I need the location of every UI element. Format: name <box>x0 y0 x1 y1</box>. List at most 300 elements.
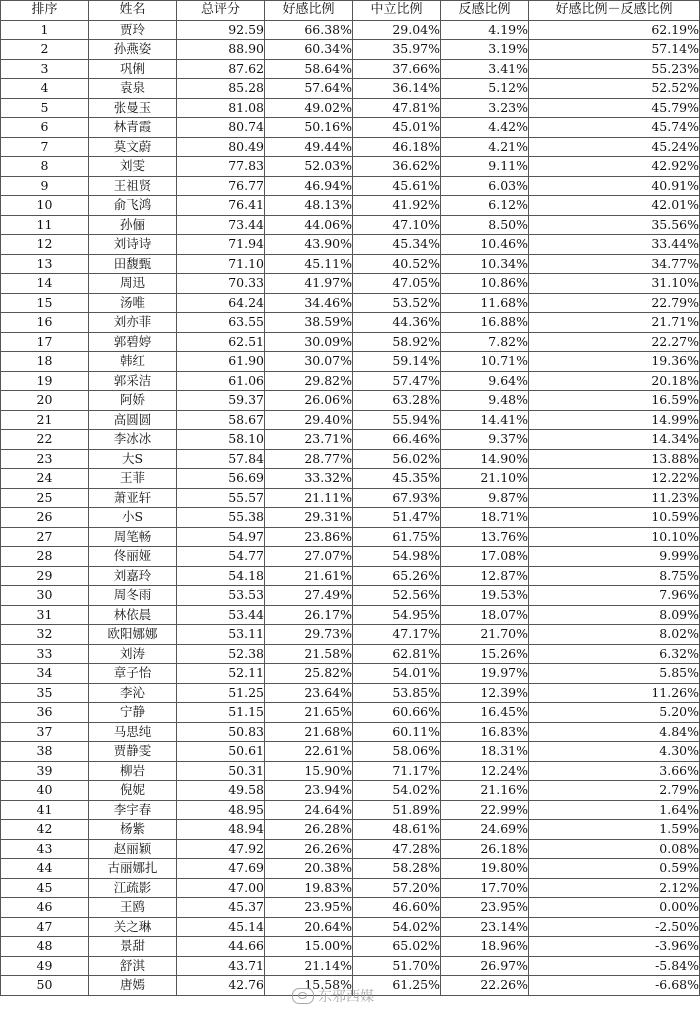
table-row <box>1 800 700 820</box>
table-row <box>1 196 700 216</box>
cell-favorable: 29.40% <box>265 410 353 430</box>
cell-neutral: 44.36% <box>353 313 441 333</box>
cell-name: 马思纯 <box>89 722 177 742</box>
cell-favorable: 41.97% <box>265 274 353 294</box>
cell-rank: 2 <box>1 40 89 60</box>
table-row <box>1 722 700 742</box>
cell-unfavorable: 10.34% <box>441 254 529 274</box>
cell-total-score: 61.06 <box>177 371 265 391</box>
cell-total-score: 61.90 <box>177 352 265 372</box>
cell-rank: 29 <box>1 566 89 586</box>
cell-favorable: 23.95% <box>265 898 353 918</box>
table-row <box>1 839 700 859</box>
cell-favorable: 26.26% <box>265 839 353 859</box>
cell-net-favorable: -5.84% <box>529 956 700 976</box>
cell-total-score: 85.28 <box>177 79 265 99</box>
cell-total-score: 70.33 <box>177 274 265 294</box>
cell-rank: 1 <box>1 20 89 40</box>
cell-rank: 40 <box>1 781 89 801</box>
cell-favorable: 27.07% <box>265 547 353 567</box>
cell-rank: 41 <box>1 800 89 820</box>
cell-rank: 7 <box>1 137 89 157</box>
cell-favorable: 26.28% <box>265 820 353 840</box>
cell-rank: 19 <box>1 371 89 391</box>
cell-rank: 31 <box>1 605 89 625</box>
cell-name: 大S <box>89 449 177 469</box>
table-row <box>1 410 700 430</box>
cell-net-favorable: 55.23% <box>529 59 700 79</box>
cell-total-score: 49.58 <box>177 781 265 801</box>
cell-total-score: 47.92 <box>177 839 265 859</box>
cell-total-score: 63.55 <box>177 313 265 333</box>
cell-unfavorable: 5.12% <box>441 79 529 99</box>
cell-net-favorable: -3.96% <box>529 937 700 957</box>
cell-name: 杨紫 <box>89 820 177 840</box>
cell-net-favorable: 5.85% <box>529 664 700 684</box>
cell-net-favorable: 4.30% <box>529 742 700 762</box>
cell-unfavorable: 10.71% <box>441 352 529 372</box>
cell-neutral: 47.81% <box>353 98 441 118</box>
cell-name: 欧阳娜娜 <box>89 625 177 645</box>
cell-favorable: 21.65% <box>265 703 353 723</box>
cell-name: 阿娇 <box>89 391 177 411</box>
cell-neutral: 29.04% <box>353 20 441 40</box>
table-row <box>1 274 700 294</box>
cell-unfavorable: 18.07% <box>441 605 529 625</box>
cell-name: 刘亦菲 <box>89 313 177 333</box>
cell-name: 柳岩 <box>89 761 177 781</box>
cell-unfavorable: 14.90% <box>441 449 529 469</box>
cell-net-favorable: 52.52% <box>529 79 700 99</box>
table-row <box>1 118 700 138</box>
cell-neutral: 45.35% <box>353 469 441 489</box>
cell-name: 郭采洁 <box>89 371 177 391</box>
cell-net-favorable: 45.74% <box>529 118 700 138</box>
table-row <box>1 820 700 840</box>
cell-rank: 9 <box>1 176 89 196</box>
cell-total-score: 62.51 <box>177 332 265 352</box>
cell-total-score: 50.83 <box>177 722 265 742</box>
cell-net-favorable: 11.26% <box>529 683 700 703</box>
cell-unfavorable: 22.99% <box>441 800 529 820</box>
cell-favorable: 29.73% <box>265 625 353 645</box>
cell-favorable: 15.00% <box>265 937 353 957</box>
cell-name: 江疏影 <box>89 878 177 898</box>
cell-total-score: 50.31 <box>177 761 265 781</box>
table-row <box>1 976 700 996</box>
cell-net-favorable: 1.64% <box>529 800 700 820</box>
cell-unfavorable: 16.88% <box>441 313 529 333</box>
cell-rank: 18 <box>1 352 89 372</box>
cell-net-favorable: 42.01% <box>529 196 700 216</box>
cell-name: 林青霞 <box>89 118 177 138</box>
cell-unfavorable: 12.87% <box>441 566 529 586</box>
cell-rank: 47 <box>1 917 89 937</box>
cell-total-score: 53.53 <box>177 586 265 606</box>
cell-favorable: 29.82% <box>265 371 353 391</box>
cell-net-favorable: 16.59% <box>529 391 700 411</box>
cell-unfavorable: 22.26% <box>441 976 529 996</box>
cell-net-favorable: 20.18% <box>529 371 700 391</box>
cell-rank: 3 <box>1 59 89 79</box>
cell-name: 高圆圆 <box>89 410 177 430</box>
cell-net-favorable: 0.59% <box>529 859 700 879</box>
cell-favorable: 26.17% <box>265 605 353 625</box>
cell-neutral: 60.66% <box>353 703 441 723</box>
cell-rank: 38 <box>1 742 89 762</box>
cell-favorable: 43.90% <box>265 235 353 255</box>
table-row <box>1 527 700 547</box>
cell-name: 贾玲 <box>89 20 177 40</box>
table-row <box>1 176 700 196</box>
cell-total-score: 52.11 <box>177 664 265 684</box>
cell-net-favorable: 14.34% <box>529 430 700 450</box>
cell-neutral: 54.02% <box>353 781 441 801</box>
cell-neutral: 48.61% <box>353 820 441 840</box>
cell-favorable: 66.38% <box>265 20 353 40</box>
cell-name: 汤唯 <box>89 293 177 313</box>
cell-favorable: 30.07% <box>265 352 353 372</box>
cell-unfavorable: 18.71% <box>441 508 529 528</box>
cell-net-favorable: 13.88% <box>529 449 700 469</box>
cell-net-favorable: 40.91% <box>529 176 700 196</box>
cell-favorable: 58.64% <box>265 59 353 79</box>
cell-net-favorable: 2.79% <box>529 781 700 801</box>
table-row <box>1 625 700 645</box>
cell-neutral: 51.47% <box>353 508 441 528</box>
cell-favorable: 22.61% <box>265 742 353 762</box>
cell-unfavorable: 17.08% <box>441 547 529 567</box>
cell-neutral: 71.17% <box>353 761 441 781</box>
cell-net-favorable: 11.23% <box>529 488 700 508</box>
cell-name: 贾静雯 <box>89 742 177 762</box>
cell-favorable: 50.16% <box>265 118 353 138</box>
cell-name: 刘嘉玲 <box>89 566 177 586</box>
cell-neutral: 58.28% <box>353 859 441 879</box>
cell-favorable: 19.83% <box>265 878 353 898</box>
cell-total-score: 71.10 <box>177 254 265 274</box>
cell-favorable: 49.44% <box>265 137 353 157</box>
table-row <box>1 742 700 762</box>
cell-total-score: 76.77 <box>177 176 265 196</box>
cell-unfavorable: 3.23% <box>441 98 529 118</box>
cell-unfavorable: 12.39% <box>441 683 529 703</box>
cell-net-favorable: 4.84% <box>529 722 700 742</box>
cell-name: 刘雯 <box>89 157 177 177</box>
cell-neutral: 55.94% <box>353 410 441 430</box>
table-row <box>1 488 700 508</box>
cell-favorable: 23.86% <box>265 527 353 547</box>
cell-favorable: 21.68% <box>265 722 353 742</box>
cell-net-favorable: 42.92% <box>529 157 700 177</box>
cell-name: 王菲 <box>89 469 177 489</box>
table-body <box>1 20 700 995</box>
cell-rank: 39 <box>1 761 89 781</box>
cell-neutral: 56.02% <box>353 449 441 469</box>
cell-rank: 21 <box>1 410 89 430</box>
table-row <box>1 586 700 606</box>
cell-favorable: 28.77% <box>265 449 353 469</box>
cell-unfavorable: 4.21% <box>441 137 529 157</box>
cell-neutral: 58.92% <box>353 332 441 352</box>
cell-total-score: 54.77 <box>177 547 265 567</box>
table-row <box>1 683 700 703</box>
cell-total-score: 56.69 <box>177 469 265 489</box>
cell-total-score: 76.41 <box>177 196 265 216</box>
cell-unfavorable: 10.46% <box>441 235 529 255</box>
table-row <box>1 644 700 664</box>
cell-favorable: 23.94% <box>265 781 353 801</box>
watermark-text: 东邪西媒 <box>318 989 374 1005</box>
table-header <box>1 1 700 21</box>
cell-total-score: 55.57 <box>177 488 265 508</box>
cell-rank: 44 <box>1 859 89 879</box>
cell-neutral: 54.95% <box>353 605 441 625</box>
cell-neutral: 37.66% <box>353 59 441 79</box>
cell-name: 周冬雨 <box>89 586 177 606</box>
cell-name: 袁泉 <box>89 79 177 99</box>
cell-neutral: 60.11% <box>353 722 441 742</box>
cell-neutral: 65.26% <box>353 566 441 586</box>
table-row <box>1 917 700 937</box>
cell-name: 佟丽娅 <box>89 547 177 567</box>
cell-total-score: 77.83 <box>177 157 265 177</box>
cell-total-score: 51.25 <box>177 683 265 703</box>
cell-name: 周迅 <box>89 274 177 294</box>
cell-neutral: 46.60% <box>353 898 441 918</box>
cell-name: 章子怡 <box>89 664 177 684</box>
cell-net-favorable: 8.75% <box>529 566 700 586</box>
cell-unfavorable: 6.12% <box>441 196 529 216</box>
cell-unfavorable: 14.41% <box>441 410 529 430</box>
header-favorable: 好感比例 <box>265 1 353 21</box>
cell-unfavorable: 21.10% <box>441 469 529 489</box>
cell-favorable: 23.71% <box>265 430 353 450</box>
cell-unfavorable: 24.69% <box>441 820 529 840</box>
cell-net-favorable: 12.22% <box>529 469 700 489</box>
table-row <box>1 761 700 781</box>
header-name: 姓名 <box>89 1 177 21</box>
cell-rank: 20 <box>1 391 89 411</box>
cell-unfavorable: 10.86% <box>441 274 529 294</box>
cell-unfavorable: 17.70% <box>441 878 529 898</box>
table-row <box>1 137 700 157</box>
cell-neutral: 54.02% <box>353 917 441 937</box>
cell-name: 王祖贤 <box>89 176 177 196</box>
cell-total-score: 50.61 <box>177 742 265 762</box>
cell-favorable: 24.64% <box>265 800 353 820</box>
cell-neutral: 41.92% <box>353 196 441 216</box>
header-rank: 排序 <box>1 1 89 21</box>
cell-favorable: 60.34% <box>265 40 353 60</box>
table-row <box>1 235 700 255</box>
cell-net-favorable: 34.77% <box>529 254 700 274</box>
cell-neutral: 65.02% <box>353 937 441 957</box>
cell-net-favorable: 8.02% <box>529 625 700 645</box>
cell-name: 舒淇 <box>89 956 177 976</box>
cell-neutral: 53.52% <box>353 293 441 313</box>
cell-total-score: 53.11 <box>177 625 265 645</box>
cell-net-favorable: 8.09% <box>529 605 700 625</box>
cell-rank: 11 <box>1 215 89 235</box>
cell-total-score: 59.37 <box>177 391 265 411</box>
cell-unfavorable: 9.64% <box>441 371 529 391</box>
cell-net-favorable: 45.79% <box>529 98 700 118</box>
cell-net-favorable: 35.56% <box>529 215 700 235</box>
cell-neutral: 47.17% <box>353 625 441 645</box>
cell-net-favorable: 21.71% <box>529 313 700 333</box>
cell-name: 王鸥 <box>89 898 177 918</box>
cell-rank: 17 <box>1 332 89 352</box>
cell-name: 刘诗诗 <box>89 235 177 255</box>
table-row <box>1 20 700 40</box>
cell-rank: 14 <box>1 274 89 294</box>
cell-total-score: 45.14 <box>177 917 265 937</box>
cell-name: 孙燕姿 <box>89 40 177 60</box>
cell-favorable: 23.64% <box>265 683 353 703</box>
cell-total-score: 87.62 <box>177 59 265 79</box>
cell-rank: 33 <box>1 644 89 664</box>
cell-neutral: 54.01% <box>353 664 441 684</box>
cell-total-score: 88.90 <box>177 40 265 60</box>
cell-net-favorable: 14.99% <box>529 410 700 430</box>
cell-rank: 25 <box>1 488 89 508</box>
cell-name: 宁静 <box>89 703 177 723</box>
cell-name: 林依晨 <box>89 605 177 625</box>
cell-favorable: 49.02% <box>265 98 353 118</box>
cell-rank: 8 <box>1 157 89 177</box>
cell-total-score: 55.38 <box>177 508 265 528</box>
header-total-score: 总评分 <box>177 1 265 21</box>
cell-net-favorable: 10.10% <box>529 527 700 547</box>
cell-neutral: 61.75% <box>353 527 441 547</box>
header-unfavorable: 反感比例 <box>441 1 529 21</box>
cell-net-favorable: 9.99% <box>529 547 700 567</box>
table-row <box>1 59 700 79</box>
cell-favorable: 48.13% <box>265 196 353 216</box>
cell-rank: 4 <box>1 79 89 99</box>
cell-neutral: 47.10% <box>353 215 441 235</box>
cell-total-score: 48.95 <box>177 800 265 820</box>
cell-unfavorable: 8.50% <box>441 215 529 235</box>
cell-total-score: 53.44 <box>177 605 265 625</box>
cell-name: 关之琳 <box>89 917 177 937</box>
cell-rank: 23 <box>1 449 89 469</box>
cell-rank: 28 <box>1 547 89 567</box>
cell-neutral: 61.25% <box>353 976 441 996</box>
cell-net-favorable: -6.68% <box>529 976 700 996</box>
table-row <box>1 547 700 567</box>
cell-total-score: 64.24 <box>177 293 265 313</box>
cell-neutral: 36.14% <box>353 79 441 99</box>
cell-unfavorable: 3.41% <box>441 59 529 79</box>
cell-name: 刘涛 <box>89 644 177 664</box>
cell-total-score: 54.97 <box>177 527 265 547</box>
cell-neutral: 57.20% <box>353 878 441 898</box>
cell-total-score: 48.94 <box>177 820 265 840</box>
cell-total-score: 52.38 <box>177 644 265 664</box>
cell-rank: 34 <box>1 664 89 684</box>
cell-total-score: 42.76 <box>177 976 265 996</box>
cell-total-score: 47.69 <box>177 859 265 879</box>
table-row <box>1 508 700 528</box>
cell-favorable: 21.11% <box>265 488 353 508</box>
cell-total-score: 71.94 <box>177 235 265 255</box>
cell-favorable: 26.06% <box>265 391 353 411</box>
cell-neutral: 45.61% <box>353 176 441 196</box>
cell-favorable: 21.61% <box>265 566 353 586</box>
cell-net-favorable: 6.32% <box>529 644 700 664</box>
table-row <box>1 449 700 469</box>
cell-name: 小S <box>89 508 177 528</box>
cell-neutral: 63.28% <box>353 391 441 411</box>
cell-neutral: 35.97% <box>353 40 441 60</box>
cell-rank: 24 <box>1 469 89 489</box>
cell-neutral: 47.28% <box>353 839 441 859</box>
table-row <box>1 430 700 450</box>
cell-name: 倪妮 <box>89 781 177 801</box>
cell-neutral: 51.89% <box>353 800 441 820</box>
header-net-favorable: 好感比例－反感比例 <box>529 1 700 21</box>
cell-rank: 12 <box>1 235 89 255</box>
cell-name: 巩俐 <box>89 59 177 79</box>
table-row <box>1 469 700 489</box>
cell-rank: 36 <box>1 703 89 723</box>
cell-net-favorable: 7.96% <box>529 586 700 606</box>
cell-rank: 27 <box>1 527 89 547</box>
cell-neutral: 40.52% <box>353 254 441 274</box>
cell-rank: 50 <box>1 976 89 996</box>
cell-name: 俞飞鸿 <box>89 196 177 216</box>
cell-unfavorable: 6.03% <box>441 176 529 196</box>
cell-neutral: 46.18% <box>353 137 441 157</box>
cell-net-favorable: 2.12% <box>529 878 700 898</box>
cell-total-score: 47.00 <box>177 878 265 898</box>
cell-unfavorable: 7.82% <box>441 332 529 352</box>
table-row <box>1 313 700 333</box>
cell-name: 郭碧婷 <box>89 332 177 352</box>
cell-total-score: 80.49 <box>177 137 265 157</box>
table-row <box>1 898 700 918</box>
cell-unfavorable: 4.19% <box>441 20 529 40</box>
cell-rank: 22 <box>1 430 89 450</box>
cell-neutral: 45.34% <box>353 235 441 255</box>
cell-unfavorable: 9.87% <box>441 488 529 508</box>
table-row <box>1 391 700 411</box>
cell-rank: 13 <box>1 254 89 274</box>
table-row <box>1 937 700 957</box>
cell-net-favorable: 45.24% <box>529 137 700 157</box>
cell-unfavorable: 23.14% <box>441 917 529 937</box>
cell-net-favorable: 19.36% <box>529 352 700 372</box>
cell-rank: 10 <box>1 196 89 216</box>
cell-net-favorable: 62.19% <box>529 20 700 40</box>
cell-net-favorable: 33.44% <box>529 235 700 255</box>
cell-neutral: 59.14% <box>353 352 441 372</box>
cell-unfavorable: 16.45% <box>441 703 529 723</box>
cell-rank: 15 <box>1 293 89 313</box>
cell-rank: 45 <box>1 878 89 898</box>
cell-unfavorable: 15.26% <box>441 644 529 664</box>
cell-name: 唐嫣 <box>89 976 177 996</box>
cell-total-score: 45.37 <box>177 898 265 918</box>
cell-neutral: 67.93% <box>353 488 441 508</box>
cell-unfavorable: 21.70% <box>441 625 529 645</box>
cell-name: 古丽娜扎 <box>89 859 177 879</box>
cell-name: 李宇春 <box>89 800 177 820</box>
cell-neutral: 58.06% <box>353 742 441 762</box>
header-row <box>1 1 700 21</box>
